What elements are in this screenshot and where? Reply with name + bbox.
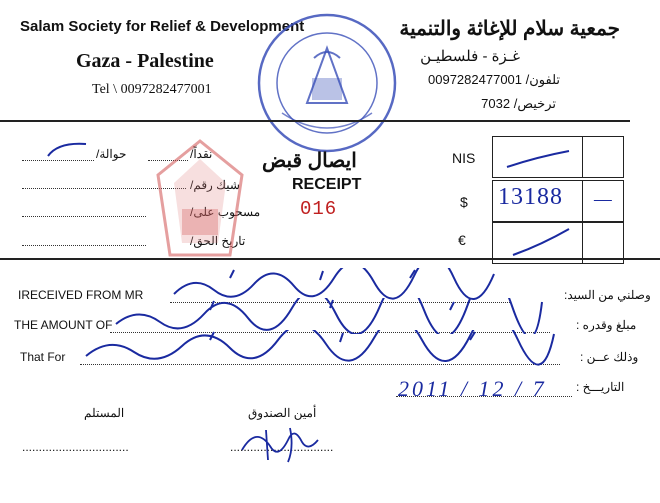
date-value: 2011 / 12 / 7 bbox=[398, 376, 547, 401]
transfer-label: حوالة/ bbox=[96, 147, 127, 161]
receiver-signature-line: ................................ bbox=[22, 440, 129, 454]
due-date-line bbox=[22, 245, 146, 246]
amount-of-label-en: THE AMOUNT OF bbox=[14, 318, 113, 332]
receipt-title-en: RECEIPT bbox=[292, 176, 362, 193]
date-label-ar: التاريـــخ : bbox=[576, 380, 625, 394]
watermark-stamp bbox=[150, 135, 250, 265]
receipt-serial-number: 016 bbox=[300, 198, 338, 220]
city-ar: غـزة - فلسطيـن bbox=[420, 48, 520, 65]
cheque-label: شيك رقم/ bbox=[190, 178, 240, 192]
org-name-ar: جمعية سلام للإغاثة والتنمية bbox=[399, 18, 620, 40]
that-for-label-ar: وذلك عــن : bbox=[580, 350, 639, 364]
nis-scribble bbox=[493, 137, 583, 177]
that-for-handwriting bbox=[80, 330, 560, 366]
euro-label: € bbox=[458, 232, 466, 248]
section-divider bbox=[0, 258, 660, 260]
header-divider bbox=[0, 120, 630, 122]
drawn-on-line bbox=[22, 216, 146, 217]
due-date-label: تاريخ الحق/ bbox=[190, 234, 246, 248]
amount-of-handwriting bbox=[110, 298, 550, 334]
city-en: Gaza - Palestine bbox=[76, 50, 214, 72]
usd-fraction-dash: — bbox=[594, 188, 612, 210]
cashier-signature bbox=[236, 420, 326, 466]
org-name-en: Salam Society for Relief & Development bbox=[20, 18, 305, 35]
nis-fraction-box bbox=[582, 136, 624, 178]
license-ar: ترخيص/ 7032 bbox=[481, 96, 556, 111]
received-from-label-en: IRECEIVED FROM MR bbox=[18, 288, 144, 302]
that-for-label-en: That For bbox=[20, 350, 66, 364]
received-from-label-ar: وصلني من السيد: bbox=[564, 288, 651, 302]
receipt-title-ar: ايصال قبض bbox=[262, 150, 357, 172]
drawn-on-label: مسحوب على/ bbox=[190, 205, 261, 219]
usd-amount: 13188 bbox=[498, 184, 563, 210]
cashier-label: أمين الصندوق bbox=[248, 406, 317, 420]
nis-label: NIS bbox=[452, 150, 476, 166]
transfer-check-mark bbox=[44, 138, 90, 162]
phone-en: Tel \ 0097282477001 bbox=[92, 82, 212, 97]
amount-of-label-ar: مبلغ وقدره : bbox=[576, 318, 637, 332]
phone-ar: تلفون/ 0097282477001 bbox=[428, 72, 560, 87]
nis-main-box bbox=[492, 136, 584, 178]
receiver-label: المستلم bbox=[84, 406, 125, 420]
official-stamp bbox=[252, 8, 402, 158]
cash-label: نقداً/ bbox=[190, 147, 213, 161]
euro-scribble bbox=[493, 223, 583, 263]
usd-label: $ bbox=[460, 194, 468, 210]
cashier-signature-line: ............................... bbox=[230, 440, 334, 454]
